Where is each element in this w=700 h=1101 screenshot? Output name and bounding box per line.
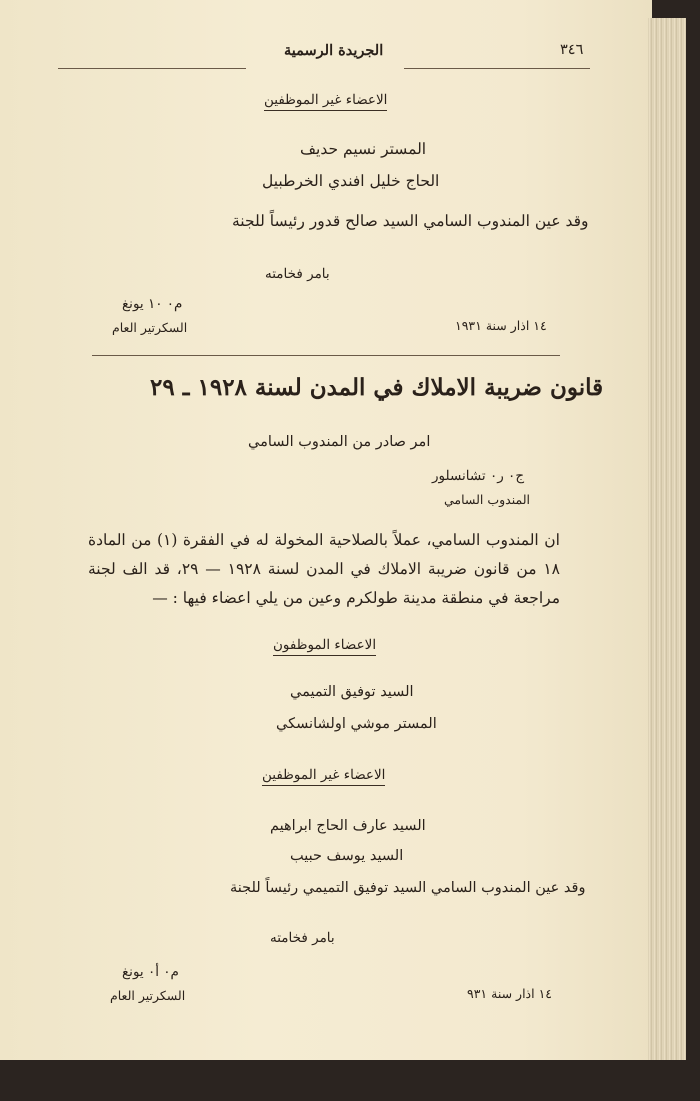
section1-member-2: الحاج خليل افندي الخرطبيل <box>262 172 440 190</box>
ordinance-title: قانون ضريبة الاملاك في المدن لسنة ١٩٢٨ ـ ٢٩ <box>150 374 604 401</box>
section1-heading: الاعضاء غير الموظفين <box>264 92 387 111</box>
issuer-title: المندوب السامي <box>444 492 530 507</box>
page-number: ٣٤٦ <box>560 42 584 58</box>
section2-date: ١٤ اذار سنة ٩٣١ <box>467 986 553 1001</box>
section2-signatory-name: م٠ أ٠ يونغ <box>122 964 179 980</box>
official-2: المستر موشي اولشانسكي <box>276 716 437 732</box>
official-1: السيد توفيق التميمي <box>290 684 414 700</box>
section1-by-order: بامر فخامته <box>265 266 330 282</box>
section1-member-1: المستر نسيم حديف <box>300 140 427 158</box>
section1-signatory-title: السكرتير العام <box>112 320 188 335</box>
non-official-1: السيد عارف الحاج ابراهيم <box>270 818 426 834</box>
section2-by-order: بامر فخامته <box>270 930 335 946</box>
journal-name: الجريدة الرسمية <box>284 42 384 59</box>
section1-date: ١٤ اذار سنة ١٩٣١ <box>455 318 547 333</box>
non-official-2: السيد يوسف حبيب <box>290 848 404 864</box>
section2-signatory-title: السكرتير العام <box>110 988 186 1003</box>
section2-appointment: وقد عين المندوب السامي السيد توفيق التميمي رئيساً للجنة <box>230 880 586 896</box>
officials-heading: الاعضاء الموظفون <box>273 637 376 656</box>
header-rule-right <box>404 68 590 69</box>
ordinance-body: ان المندوب السامي، عملاً بالصلاحية المخولة له في الفقرة (١) من المادة ١٨ من قانون ضريبة الاملاك في المدن لسنة ١٩٢٨ — ٢٩، قد الف لجنة مراجعة في منطقة مدينة طولكرم وعين من يلي اعضاء فيها : — <box>88 531 560 607</box>
ordinance-subtitle: امر صادر من المندوب السامي <box>248 434 431 450</box>
header-rule-left <box>58 68 246 69</box>
section-divider <box>92 355 560 356</box>
page-edges <box>648 18 686 1068</box>
background-shadow <box>0 1060 700 1101</box>
section1-signatory-name: م٠ ١٠ يونغ <box>122 296 183 312</box>
non-officials-heading: الاعضاء غير الموظفين <box>262 767 385 786</box>
section1-appointment: وقد عين المندوب السامي السيد صالح قدور رئيساً للجنة <box>232 212 589 230</box>
issuer-name: ج٠ ر٠ تشانسلور <box>432 468 525 484</box>
